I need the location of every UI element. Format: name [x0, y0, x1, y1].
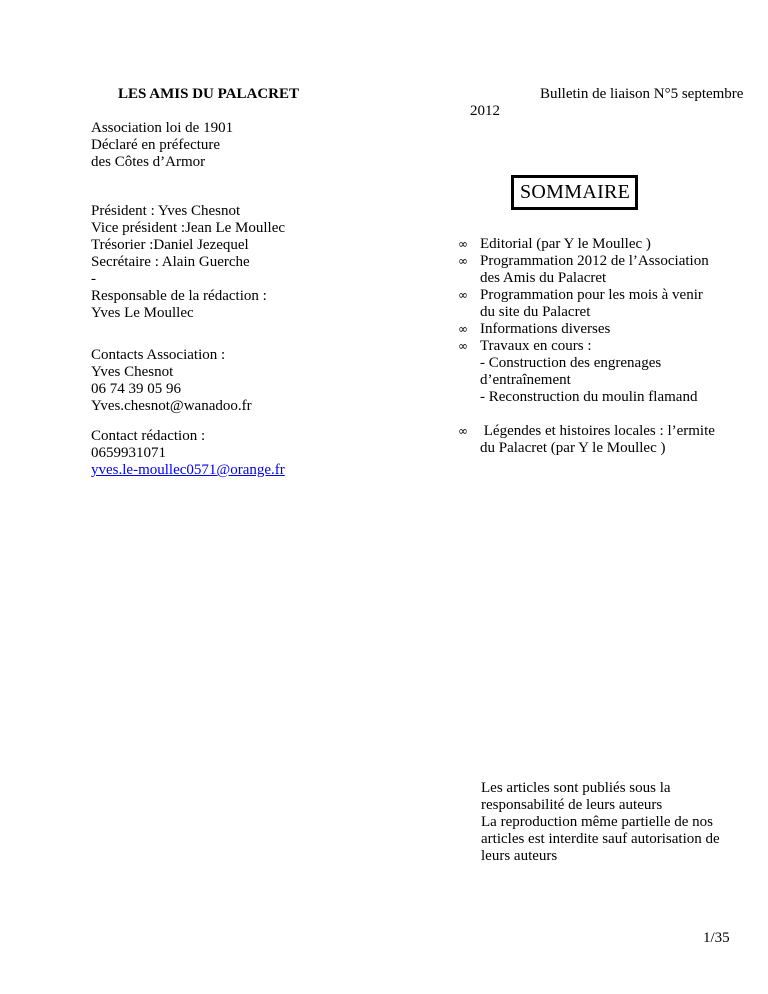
toc-item-text: Travaux en cours :	[480, 338, 592, 354]
redaction-email-link[interactable]: yves.le-moullec0571@orange.fr	[91, 462, 285, 478]
list-item	[458, 236, 758, 253]
officer-treasurer: Trésorier :Daniel Jezequel	[91, 237, 249, 253]
toc-item-text: Editorial (par Y le Moullec )	[480, 236, 651, 252]
toc-item-text: Programmation 2012 de l’Association	[480, 253, 709, 269]
contacts-heading: Contacts Association :	[91, 347, 226, 363]
association-contacts	[91, 347, 252, 415]
toc-item-text: du site du Palacret	[480, 304, 591, 320]
infinity-bullet-icon: ∞	[458, 237, 468, 251]
officer-secretary: Secrétaire : Alain Guerche	[91, 254, 250, 270]
toc-item-text: d’entraînement	[480, 372, 571, 388]
contact-name: Yves Chesnot	[91, 364, 174, 380]
organization-title: LES AMIS DU PALACRET	[118, 86, 300, 102]
sommaire-list	[458, 236, 758, 457]
toc-item-text: Programmation pour les mois à venir	[480, 287, 703, 303]
disclaimer-line: Les articles sont publiés sous la	[481, 780, 671, 796]
toc-item-text: - Reconstruction du moulin flamand	[480, 389, 698, 405]
officers-list	[91, 203, 285, 322]
toc-item-text: - Construction des engrenages	[480, 355, 662, 371]
association-line: Association loi de 1901	[91, 120, 234, 136]
toc-item-text: Informations diverses	[480, 321, 611, 337]
bulletin-year: 2012	[470, 103, 500, 119]
editor-label: Responsable de la rédaction :	[91, 288, 267, 304]
association-line: Déclaré en préfecture	[91, 137, 221, 153]
redaction-label: Contact rédaction :	[91, 428, 206, 444]
list-item	[458, 423, 758, 457]
infinity-bullet-icon: ∞	[458, 424, 468, 438]
toc-item-text: Légendes et histoires locales : l’ermite	[480, 423, 715, 439]
list-item	[458, 338, 758, 406]
association-info	[91, 120, 233, 171]
infinity-bullet-icon: ∞	[458, 254, 468, 268]
list-item	[458, 321, 758, 338]
association-line: des Côtes d’Armor	[91, 154, 206, 170]
sommaire-title: SOMMAIRE	[511, 175, 638, 210]
infinity-bullet-icon: ∞	[458, 322, 468, 336]
disclaimer-line: leurs auteurs	[481, 848, 558, 864]
disclaimer-line: La reproduction même partielle de nos	[481, 814, 713, 830]
bulletin-title: Bulletin de liaison N°5 septembre	[540, 86, 744, 102]
toc-item-text: des Amis du Palacret	[480, 270, 607, 286]
infinity-bullet-icon: ∞	[458, 288, 468, 302]
list-item	[458, 287, 758, 321]
officer-president: Président : Yves Chesnot	[91, 203, 241, 219]
toc-item-text: du Palacret (par Y le Moullec )	[480, 440, 666, 456]
infinity-bullet-icon: ∞	[458, 339, 468, 353]
page-number: 1/35	[703, 930, 730, 946]
editor-name: Yves Le Moullec	[91, 305, 194, 321]
contact-email: Yves.chesnot@wanadoo.fr	[91, 398, 252, 414]
redaction-contact	[91, 428, 285, 479]
disclaimer-line: articles est interdite sauf autorisation de	[481, 831, 720, 847]
redaction-phone: 0659931071	[91, 445, 166, 461]
officer-separator: -	[91, 271, 96, 287]
contact-phone: 06 74 39 05 96	[91, 381, 181, 397]
disclaimer-note	[481, 780, 720, 865]
officer-vice-president: Vice président :Jean Le Moullec	[91, 220, 286, 236]
disclaimer-line: responsabilité de leurs auteurs	[481, 797, 663, 813]
list-item	[458, 253, 758, 287]
